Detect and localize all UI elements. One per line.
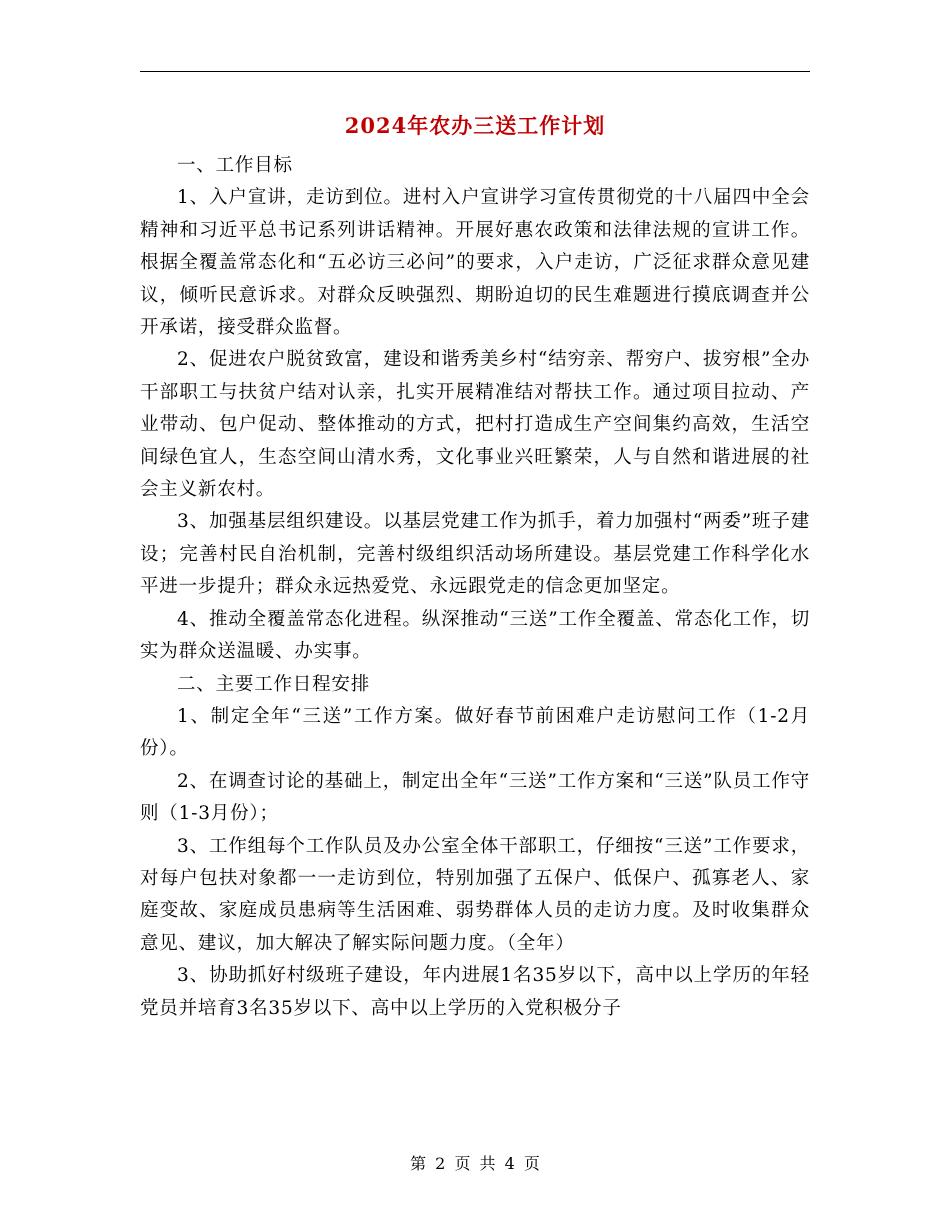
paragraph: 3、加强基层组织建设。以基层党建工作为抓手，着力加强村“两委”班子建设；完善村民自治机制，完善村级组织活动场所建设。基层党建工作科学化水平进一步提升；群众永远热爱党、永远跟党走的信念更加坚定。 xyxy=(140,511,810,598)
section-heading-goals: 一、工作目标 xyxy=(177,155,293,176)
page-number-footer: 第 2 页 共 4 页 xyxy=(410,1154,540,1173)
document-body xyxy=(140,150,810,1025)
paragraph: 4、推动全覆盖常态化进程。纵深推动“三送”工作全覆盖、常态化工作，切实为群众送温暖、办实事。 xyxy=(140,608,810,663)
section-heading-schedule: 二、主要工作日程安排 xyxy=(177,673,371,695)
paragraph: 1、制定全年“三送”工作方案。做好春节前困难户走访慰问工作（1-2月份）。 xyxy=(140,705,810,760)
document-title: 2024年农办三送工作计划 xyxy=(344,113,606,138)
paragraph: 2、促进农户脱贫致富，建设和谐秀美乡村“结穷亲、帮穷户、拔穷根”全办干部职工与扶贫户结对认亲，扎实开展精准结对帮扶工作。通过项目拉动、产业带动、包户促动、整体推动的方式，把村打造成生产空间集约高效，生活空间绿色宜人，生态空间山清水秀，文化事业兴旺繁荣，人与自然和谐进展的社会主义新农村。 xyxy=(140,349,810,501)
paragraph: 3、工作组每个工作队员及办公室全体干部职工，仔细按“三送”工作要求，对每户包扶对象都一一走访到位，特别加强了五保户、低保户、孤寡老人、家庭变故、家庭成员患病等生活困难、弱势群体人员的走访力度。及时收集群众意见、建议，加大解决了解实际问题力度。（全年） xyxy=(140,835,810,954)
paragraph: 1、入户宣讲，走访到位。进村入户宣讲学习宣传贯彻党的十八届四中全会精神和习近平总书记系列讲话精神。开展好惠农政策和法律法规的宣讲工作。根据全覆盖常态化和“五必访三必问”的要求，入户走访，广泛征求群众意见建议，倾听民意诉求。对群众反映强烈、期盼迫切的民生难题进行摸底调查并公开承诺，接受群众监督。 xyxy=(140,187,810,339)
paragraph: 2、在调查讨论的基础上，制定出全年“三送”工作方案和“三送”队员工作守则（1-3月份）； xyxy=(140,770,810,825)
header-rule xyxy=(140,71,810,72)
paragraph: 3、协助抓好村级班子建设，年内进展1名35岁以下，高中以上学历的年轻党员并培育3名35岁以下、高中以上学历的入党积极分子 xyxy=(140,965,810,1019)
